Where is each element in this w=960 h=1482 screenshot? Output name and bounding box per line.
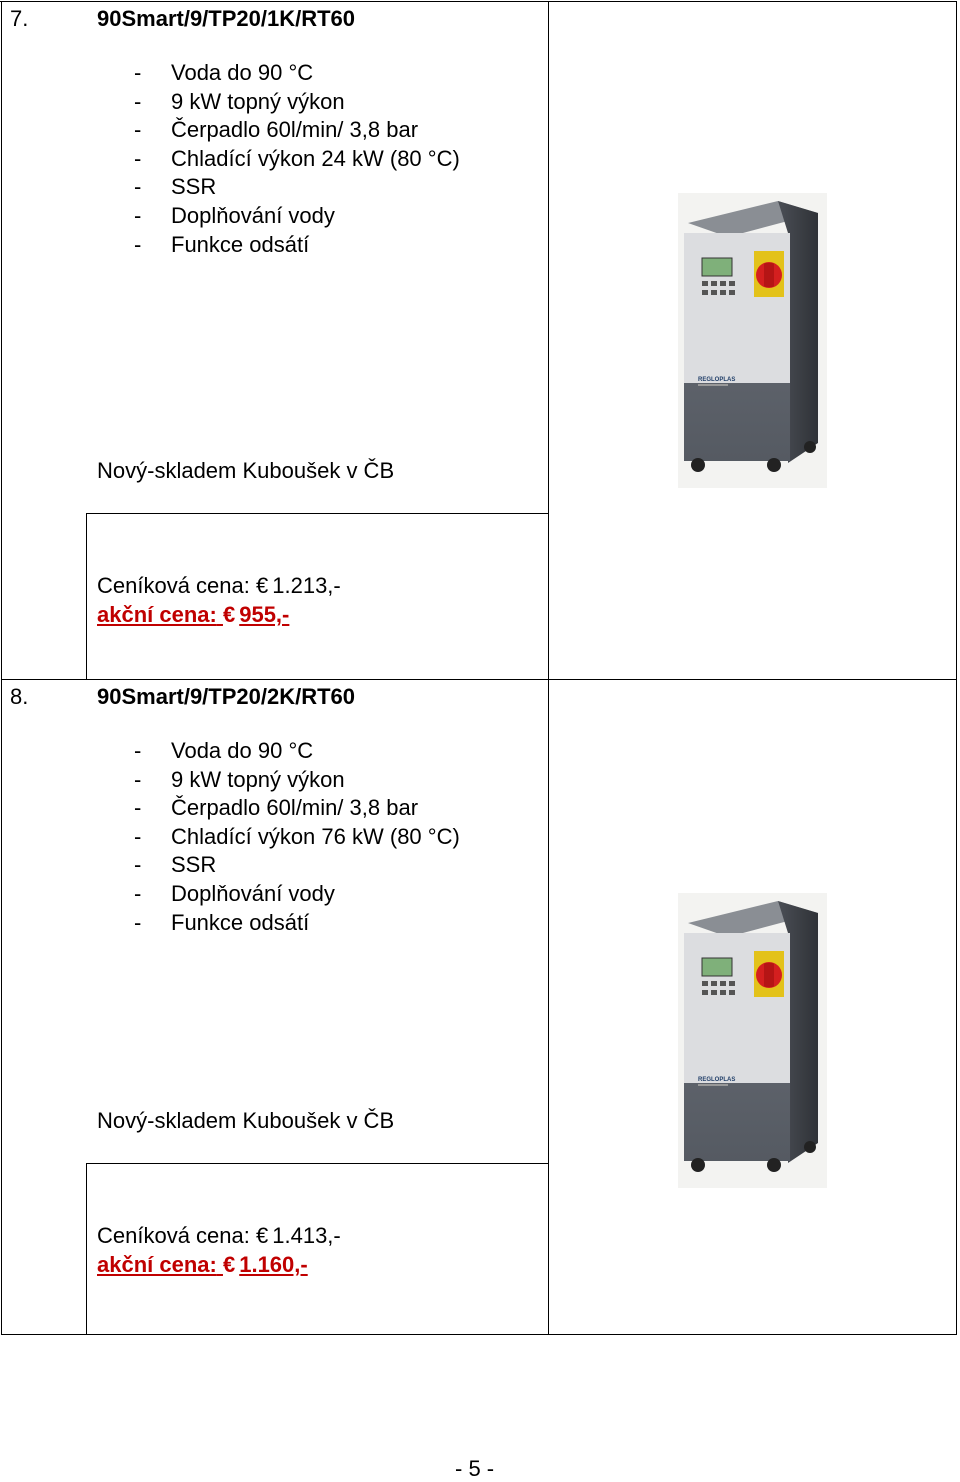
spec-item bbox=[134, 851, 460, 880]
column-divider-number bbox=[86, 514, 87, 680]
spec-dash: - bbox=[134, 738, 142, 763]
euro-icon: € bbox=[256, 1223, 269, 1248]
spec-dash: - bbox=[134, 795, 142, 821]
brand-logo: REGLOPLAS bbox=[698, 1077, 736, 1083]
column-divider-number-2 bbox=[86, 1164, 87, 1335]
euro-icon: € bbox=[256, 573, 269, 598]
row-divider-items bbox=[1, 679, 957, 680]
spec-text: SSR bbox=[171, 852, 217, 878]
spec-item bbox=[134, 116, 460, 145]
list-price-value: 1.213,- bbox=[272, 573, 341, 598]
spec-item bbox=[134, 823, 460, 852]
action-price-value: 955,- bbox=[239, 602, 290, 627]
action-price-line bbox=[97, 1252, 308, 1278]
spec-item bbox=[134, 794, 460, 823]
spec-text: 9 kW topný výkon bbox=[171, 88, 345, 114]
spec-item bbox=[134, 88, 460, 117]
spec-dash: - bbox=[134, 202, 142, 228]
spec-text: Doplňování vody bbox=[171, 202, 335, 228]
spec-item bbox=[134, 880, 460, 909]
action-price-line bbox=[97, 602, 289, 628]
temperature-control-unit-icon bbox=[678, 893, 827, 1188]
spec-text: Funkce odsátí bbox=[171, 231, 310, 257]
spec-text: Chladící výkon 24 kW (80 °C) bbox=[171, 145, 460, 171]
spec-dash: - bbox=[134, 174, 142, 200]
list-price-value: 1.413,- bbox=[272, 1223, 341, 1248]
stock-location: Nový-skladem Kuboušek v ČB bbox=[97, 458, 395, 483]
list-price-label: Ceníková cena: bbox=[97, 1223, 250, 1248]
product-photo bbox=[678, 193, 827, 488]
product-photo bbox=[678, 893, 827, 1188]
spec-text: Voda do 90 °C bbox=[171, 738, 314, 763]
spec-text: Funkce odsátí bbox=[171, 909, 310, 935]
table-left-border bbox=[1, 1, 2, 1335]
spec-dash: - bbox=[134, 880, 142, 906]
spec-item bbox=[134, 59, 460, 88]
spec-item bbox=[134, 202, 460, 231]
spec-dash: - bbox=[134, 88, 142, 114]
spec-list bbox=[134, 59, 460, 259]
temperature-control-unit-icon bbox=[678, 193, 827, 488]
spec-text: SSR bbox=[171, 174, 217, 200]
table-right-border bbox=[956, 1, 957, 1335]
item-number: 8. bbox=[10, 684, 29, 709]
spec-text: Chladící výkon 76 kW (80 °C) bbox=[171, 823, 460, 849]
item-model-title: 90Smart/9/TP20/2K/RT60 bbox=[97, 684, 356, 709]
spec-item bbox=[134, 173, 460, 202]
column-divider-photo-1 bbox=[548, 1, 549, 680]
spec-item bbox=[134, 145, 460, 174]
action-price-label: akční cena: bbox=[97, 1252, 217, 1277]
spec-text: Voda do 90 °C bbox=[171, 60, 314, 85]
table-bottom-border bbox=[1, 1334, 957, 1335]
spec-dash: - bbox=[134, 852, 142, 878]
row-divider-location-1 bbox=[86, 513, 549, 514]
euro-icon: € bbox=[222, 602, 236, 627]
euro-icon: € bbox=[222, 1252, 236, 1277]
list-price-line bbox=[97, 1223, 341, 1249]
stock-location: Nový-skladem Kuboušek v ČB bbox=[97, 1108, 395, 1133]
spec-dash: - bbox=[134, 823, 142, 849]
spec-dash: - bbox=[134, 60, 142, 85]
spec-item bbox=[134, 231, 460, 260]
page-number: - 5 - bbox=[455, 1456, 495, 1481]
spec-text: 9 kW topný výkon bbox=[171, 766, 345, 792]
item-model-title: 90Smart/9/TP20/1K/RT60 bbox=[97, 6, 356, 31]
item-number: 7. bbox=[10, 6, 29, 31]
action-price-value: 1.160,- bbox=[239, 1252, 308, 1277]
spec-item bbox=[134, 766, 460, 795]
spec-dash: - bbox=[134, 117, 142, 143]
spec-dash: - bbox=[134, 145, 142, 171]
brand-logo: REGLOPLAS bbox=[698, 377, 736, 383]
spec-dash: - bbox=[134, 766, 142, 792]
spec-text: Čerpadlo 60l/min/ 3,8 bar bbox=[171, 795, 419, 821]
spec-text: Čerpadlo 60l/min/ 3,8 bar bbox=[171, 117, 419, 143]
spec-item bbox=[134, 737, 460, 766]
row-divider-location-2 bbox=[86, 1163, 549, 1164]
spec-dash: - bbox=[134, 909, 142, 935]
spec-text: Doplňování vody bbox=[171, 880, 335, 906]
spec-item bbox=[134, 909, 460, 938]
column-divider-photo-2 bbox=[548, 680, 549, 1335]
list-price-label: Ceníková cena: bbox=[97, 573, 250, 598]
spec-dash: - bbox=[134, 231, 142, 257]
list-price-line bbox=[97, 573, 341, 599]
action-price-label: akční cena: bbox=[97, 602, 217, 627]
spec-list bbox=[134, 737, 460, 937]
table-top-border bbox=[0, 1, 957, 2]
